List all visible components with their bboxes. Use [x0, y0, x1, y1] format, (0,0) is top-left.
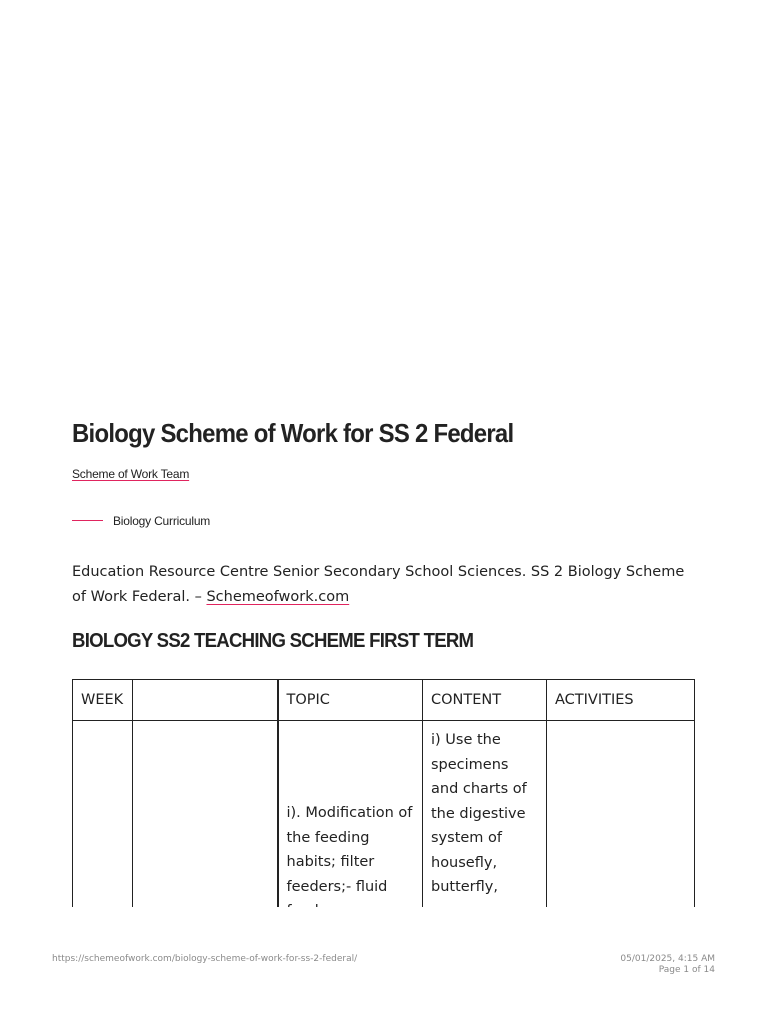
category-divider	[72, 520, 103, 521]
page-title: Biology Scheme of Work for SS 2 Federal	[72, 418, 514, 448]
footer-page-number: Page 1 of 14	[658, 965, 715, 975]
table-header-row	[73, 680, 695, 721]
intro-paragraph	[72, 560, 692, 610]
cell-content: i) Use the specimens and charts of the digestive system of housefly, butterfly,	[423, 721, 547, 925]
cell-blank	[133, 721, 278, 925]
header-content: CONTENT	[423, 680, 547, 721]
cell-activities	[547, 721, 695, 925]
cell-topic: i). Modification of the feeding habits; filter feeders;- fluid	[278, 721, 423, 925]
section-heading: BIOLOGY SS2 TEACHING SCHEME FIRST TERM	[72, 630, 474, 652]
cell-week	[73, 721, 133, 925]
footer-meta	[620, 954, 715, 976]
footer-datetime: 05/01/2025, 4:15 AM	[620, 954, 715, 964]
scheme-table	[72, 679, 695, 925]
table-row	[73, 721, 695, 925]
header-activities: ACTIVITIES	[547, 680, 695, 721]
footer-url: https://schemeofwork.com/biology-scheme-of-work-for-ss-2-federal/	[52, 954, 358, 964]
header-week: WEEK	[73, 680, 133, 721]
header-topic: TOPIC	[278, 680, 423, 721]
intro-text: Education Resource Centre Senior Secondary School Sciences. SS 2 Biology Scheme of Work Federal. –	[72, 564, 685, 605]
category-label: Biology Curriculum	[113, 514, 211, 528]
header-blank	[133, 680, 278, 721]
schemeofwork-link[interactable]: Schemeofwork.com	[206, 589, 350, 605]
author-link[interactable]: Scheme of Work Team	[72, 467, 190, 481]
